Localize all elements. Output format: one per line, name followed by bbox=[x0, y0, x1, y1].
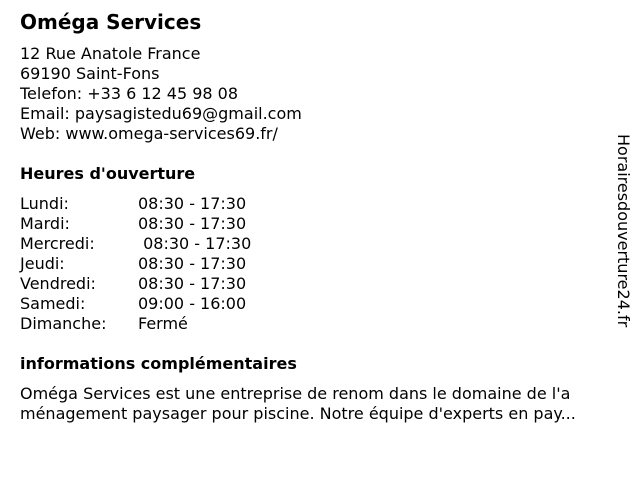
day-hours: 09:00 - 16:00 bbox=[138, 294, 247, 313]
day-hours: Fermé bbox=[138, 314, 188, 333]
day-label: Samedi: bbox=[20, 294, 86, 313]
hours-row-wednesday bbox=[20, 234, 251, 254]
hours-row-saturday bbox=[20, 294, 251, 314]
day-hours: 08:30 - 17:30 bbox=[138, 214, 247, 233]
hours-row-monday bbox=[20, 194, 251, 214]
city-postal: 69190 Saint-Fons bbox=[20, 64, 160, 83]
hours-row-friday bbox=[20, 274, 251, 294]
contact-block bbox=[20, 44, 302, 144]
hours-row-thursday bbox=[20, 254, 251, 274]
day-label: Jeudi: bbox=[20, 254, 65, 273]
hours-row-tuesday bbox=[20, 214, 251, 234]
day-hours: 08:30 - 17:30 bbox=[138, 254, 247, 273]
phone-number: Telefon: +33 6 12 45 98 08 bbox=[20, 84, 239, 103]
opening-hours-table bbox=[20, 194, 251, 334]
day-label: Lundi: bbox=[20, 194, 69, 213]
day-label: Mardi: bbox=[20, 214, 70, 233]
additional-info-heading: informations complémentaires bbox=[20, 354, 297, 373]
hours-row-sunday bbox=[20, 314, 251, 334]
site-watermark: Horairesdouverture24.fr bbox=[614, 134, 633, 328]
day-label: Vendredi: bbox=[20, 274, 96, 293]
description-line: ménagement paysager pour piscine. Notre équipe d'experts en pay... bbox=[20, 404, 576, 423]
opening-hours-heading: Heures d'ouverture bbox=[20, 164, 196, 183]
business-name: Oméga Services bbox=[20, 10, 202, 34]
day-hours: 08:30 - 17:30 bbox=[138, 274, 247, 293]
description-line: Oméga Services est une entreprise de renom dans le domaine de l'a bbox=[20, 384, 571, 403]
day-hours: 08:30 - 17:30 bbox=[138, 194, 247, 213]
street-address: 12 Rue Anatole France bbox=[20, 44, 201, 63]
day-label: Mercredi: bbox=[20, 234, 95, 253]
day-label: Dimanche: bbox=[20, 314, 107, 333]
email-address: Email: paysagistedu69@gmail.com bbox=[20, 104, 302, 123]
website-address: Web: www.omega-services69.fr/ bbox=[20, 124, 278, 143]
day-hours: 08:30 - 17:30 bbox=[138, 234, 252, 253]
business-description bbox=[20, 384, 630, 424]
